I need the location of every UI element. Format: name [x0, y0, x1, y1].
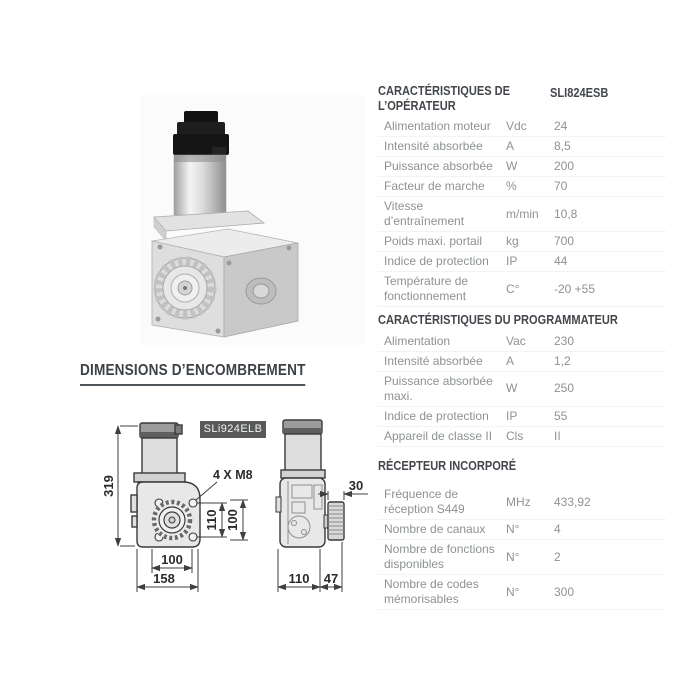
spec-label: Indice de protection — [384, 408, 489, 423]
pinion-gear-icon — [155, 258, 215, 318]
dim-110-side-label: 110 — [288, 571, 310, 586]
spec-value: II — [554, 428, 561, 443]
spec-row — [378, 540, 666, 575]
spec-value: -20 +55 — [554, 281, 596, 296]
spec-label: Indice de protection — [384, 254, 489, 269]
spec-label: Nombre de codes mémorisables — [384, 577, 479, 607]
spec-row — [378, 332, 666, 352]
spec-label: Nombre de canaux — [384, 522, 486, 537]
product-photo — [140, 95, 365, 345]
section-header-programmer — [378, 313, 666, 328]
spec-label: Intensité absorbée — [384, 353, 483, 368]
dimensional-drawing — [80, 415, 370, 615]
spec-value: 433,92 — [554, 494, 591, 509]
spec-row — [378, 352, 666, 372]
spec-unit: Vdc — [506, 119, 527, 134]
model-code: SLI824ESB — [550, 85, 609, 100]
spec-label: Facteur de marche — [384, 179, 485, 194]
dimensions-title: DIMENSIONS D’ENCOMBREMENT — [80, 362, 306, 386]
motor-cylinder — [174, 155, 226, 215]
dim-47-label: 47 — [323, 571, 339, 586]
spec-label: Intensité absorbée — [384, 139, 483, 154]
section-header-operator — [378, 84, 666, 113]
dim-100v-label: 100 — [225, 509, 240, 531]
spec-label: Poids maxi. portail — [384, 234, 483, 249]
spec-value: 250 — [554, 381, 575, 396]
dim-100h-label: 100 — [161, 552, 183, 567]
spec-unit: N° — [506, 549, 520, 564]
spec-value: 700 — [554, 234, 575, 249]
spec-label: Puissance absorbée maxi. — [384, 373, 493, 403]
spec-unit: Cls — [506, 428, 524, 443]
spec-unit: % — [506, 179, 517, 194]
spec-label: Fréquence de réception S449 — [384, 487, 465, 517]
spec-value: 70 — [554, 179, 568, 194]
spec-value: 24 — [554, 119, 568, 134]
spec-label: Vitesse d’entraînement — [384, 199, 465, 229]
spec-unit: N° — [506, 522, 520, 537]
spec-value: 55 — [554, 408, 568, 423]
spec-unit: m/min — [506, 206, 539, 221]
spec-label: Nombre de fonctions disponibles — [384, 542, 495, 572]
side-pinion-icon — [324, 502, 344, 540]
dim-30-label: 30 — [348, 478, 364, 493]
section-title: CARACTÉRISTIQUES DU PROGRAMMATEUR — [378, 312, 618, 328]
spec-unit: MHz — [506, 494, 531, 509]
spec-unit: N° — [506, 584, 520, 599]
spec-row — [378, 117, 666, 137]
spec-row — [378, 252, 666, 272]
spec-value: 10,8 — [554, 206, 578, 221]
spec-row — [378, 157, 666, 177]
spec-value: 300 — [554, 584, 575, 599]
spec-value: 4 — [554, 522, 561, 537]
front-view-drawing — [131, 423, 200, 547]
spec-row — [378, 197, 666, 232]
spec-label: Appareil de classe II — [384, 428, 493, 443]
spec-row — [378, 232, 666, 252]
side-view-drawing — [276, 420, 344, 547]
dim-158-label: 158 — [153, 571, 175, 586]
spec-unit: A — [506, 353, 515, 368]
spec-label: Alimentation moteur — [384, 119, 491, 134]
spec-row — [378, 372, 666, 407]
section-header-receiver — [378, 459, 666, 474]
spec-row — [378, 575, 666, 610]
spec-unit: W — [506, 159, 518, 174]
spec-row — [378, 272, 666, 307]
section-title: RÉCEPTEUR INCORPORÉ — [378, 457, 517, 473]
spec-value: 44 — [554, 254, 568, 269]
spec-unit: C° — [506, 281, 520, 296]
spec-row — [378, 177, 666, 197]
spec-unit: IP — [506, 254, 518, 269]
front-gear-icon — [153, 501, 192, 540]
spec-value: 200 — [554, 159, 575, 174]
spec-value: 2 — [554, 549, 561, 564]
spec-value: 1,2 — [554, 353, 571, 368]
model-badge: SLi924ELB — [200, 421, 266, 438]
bolt-callout-label: 4 X M8 — [213, 468, 253, 482]
section-title: CARACTÉRISTIQUES DE L’OPÉRATEUR — [378, 83, 511, 113]
spec-value: 8,5 — [554, 139, 571, 154]
spec-value: 230 — [554, 333, 575, 348]
dim-height-label: 319 — [101, 475, 116, 497]
spec-label: Alimentation — [384, 333, 451, 348]
spec-label: Puissance absorbée — [384, 159, 493, 174]
spec-row — [378, 427, 666, 447]
spec-table — [378, 84, 666, 610]
dim-110-label: 110 — [204, 509, 219, 531]
spec-row — [378, 485, 666, 520]
spec-unit: Vac — [506, 333, 526, 348]
spec-unit: IP — [506, 408, 518, 423]
spec-row — [378, 407, 666, 427]
spec-label: Température de fonctionnement — [384, 274, 469, 304]
spec-row — [378, 137, 666, 157]
spec-unit: kg — [506, 234, 519, 249]
spec-unit: A — [506, 139, 515, 154]
spec-unit: W — [506, 381, 518, 396]
spec-row — [378, 520, 666, 540]
